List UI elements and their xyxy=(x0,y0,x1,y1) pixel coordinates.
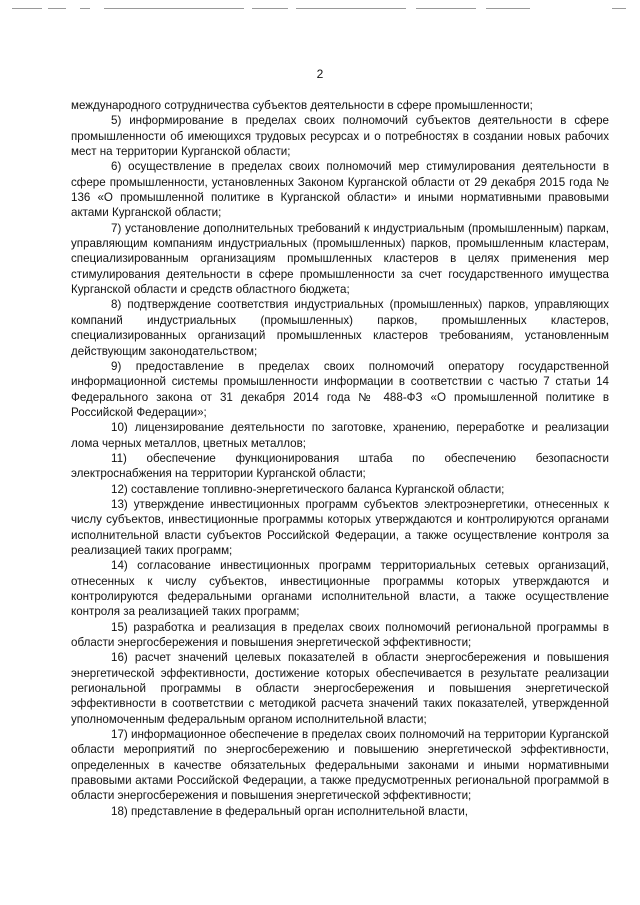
paragraph-item-5: 5) информирование в пределах своих полномочий субъектов деятельности в сфере промышленности об имеющихся трудовых ресурсах и о потребностях в создании новых рабочих мест на территории Курганской области; xyxy=(71,114,609,159)
paragraph-item-11: 11) обеспечение функционирования штаба по обеспечению безопасности электроснабжения на территории Курганской области; xyxy=(71,451,609,481)
paragraph-item-6: 6) осуществление в пределах своих полномочий мер стимулирования деятельности в сфере промышленности, установленных Законом Курганской области от 29 декабря 2015 года № 136 «О промышленной политике в Курганской области» и иными нормативными правовыми актами Курганской области; xyxy=(71,160,609,220)
paragraph-item-13: 13) утверждение инвестиционных программ субъектов электроэнергетики, отнесенных к числу субъектов, инвестиционные программы которых утверждаются и контролируются органами исполнительной власти субъектов Российской Федерации, а также осуществление контроля за реализацией таких программ; xyxy=(71,497,609,557)
paragraph-item-8: 8) подтверждение соответствия индустриальных (промышленных) парков, управляющих компаний индустриальных (промышленных) парков, промышленных кластеров, специализированных организаций промышленных кластеров требованиям, установленным действующим законодательством; xyxy=(71,298,609,358)
paragraph-item-12: 12) составление топливно-энергетического баланса Курганской области; xyxy=(111,482,505,496)
document-body xyxy=(71,98,609,819)
paragraph-item-16: 16) расчет значений целевых показателей в области энергосбережения и повышения энергетической эффективности, достижение которых обеспечивается в результате реализации региональной программы в области энергосбережения и повышения энергетической эффективности в соответствии с методикой расчета значений таких показателей, утвержденной уполномоченным федеральным органом исполнительной власти; xyxy=(71,651,609,726)
paragraph-item-10: 10) лицензирование деятельности по заготовке, хранению, переработке и реализации лома черных металлов, цветных металлов; xyxy=(71,421,609,450)
page-number: 2 xyxy=(316,67,324,81)
paragraph-continuation: международного сотрудничества субъектов деятельности в сфере промышленности; xyxy=(71,99,533,112)
paragraph-item-14: 14) согласование инвестиционных программ территориальных сетевых организаций, отнесенных к числу субъектов, инвестиционные программы которых утверждаются и контролируются федеральными органами исполнительной власти, а также осуществление контроля за реализацией таких программ; xyxy=(71,559,609,619)
paragraph-item-9: 9) предоставление в пределах своих полномочий оператору государственной информационной системы промышленности информации в соответствии с частью 7 статьи 14 Федерального закона от 31 декабря 2014 года № 488-ФЗ «О промышленной политике в Российской Федерации»; xyxy=(71,359,609,419)
scan-edge-artifact xyxy=(0,0,640,14)
paragraph-item-15: 15) разработка и реализация в пределах своих полномочий региональной программы в области энергосбережения и повышения энергетической эффективности; xyxy=(71,620,609,650)
paragraph-item-17: 17) информационное обеспечение в пределах своих полномочий на территории Курганской области мероприятий по энергосбережению и повышению энергетической эффективности, определенных в качестве обязательных федеральными законами и иными нормативными правовыми актами Российской Федерации, а также предусмотренных региональной программой в области энергосбережения и повышения энергетической эффективности; xyxy=(71,728,609,803)
paragraph-item-18: 18) представление в федеральный орган исполнительной власти, xyxy=(111,804,469,818)
paragraph-item-7: 7) установление дополнительных требований к индустриальным (промышленным) паркам, управляющим компаниям индустриальных (промышленных) парков, промышленным кластерам, специализированным организациям промышленных кластеров в целях применения мер стимулирования деятельности в сфере промышленности за счет государственного имущества Курганской области и средств областного бюджета; xyxy=(71,221,609,297)
